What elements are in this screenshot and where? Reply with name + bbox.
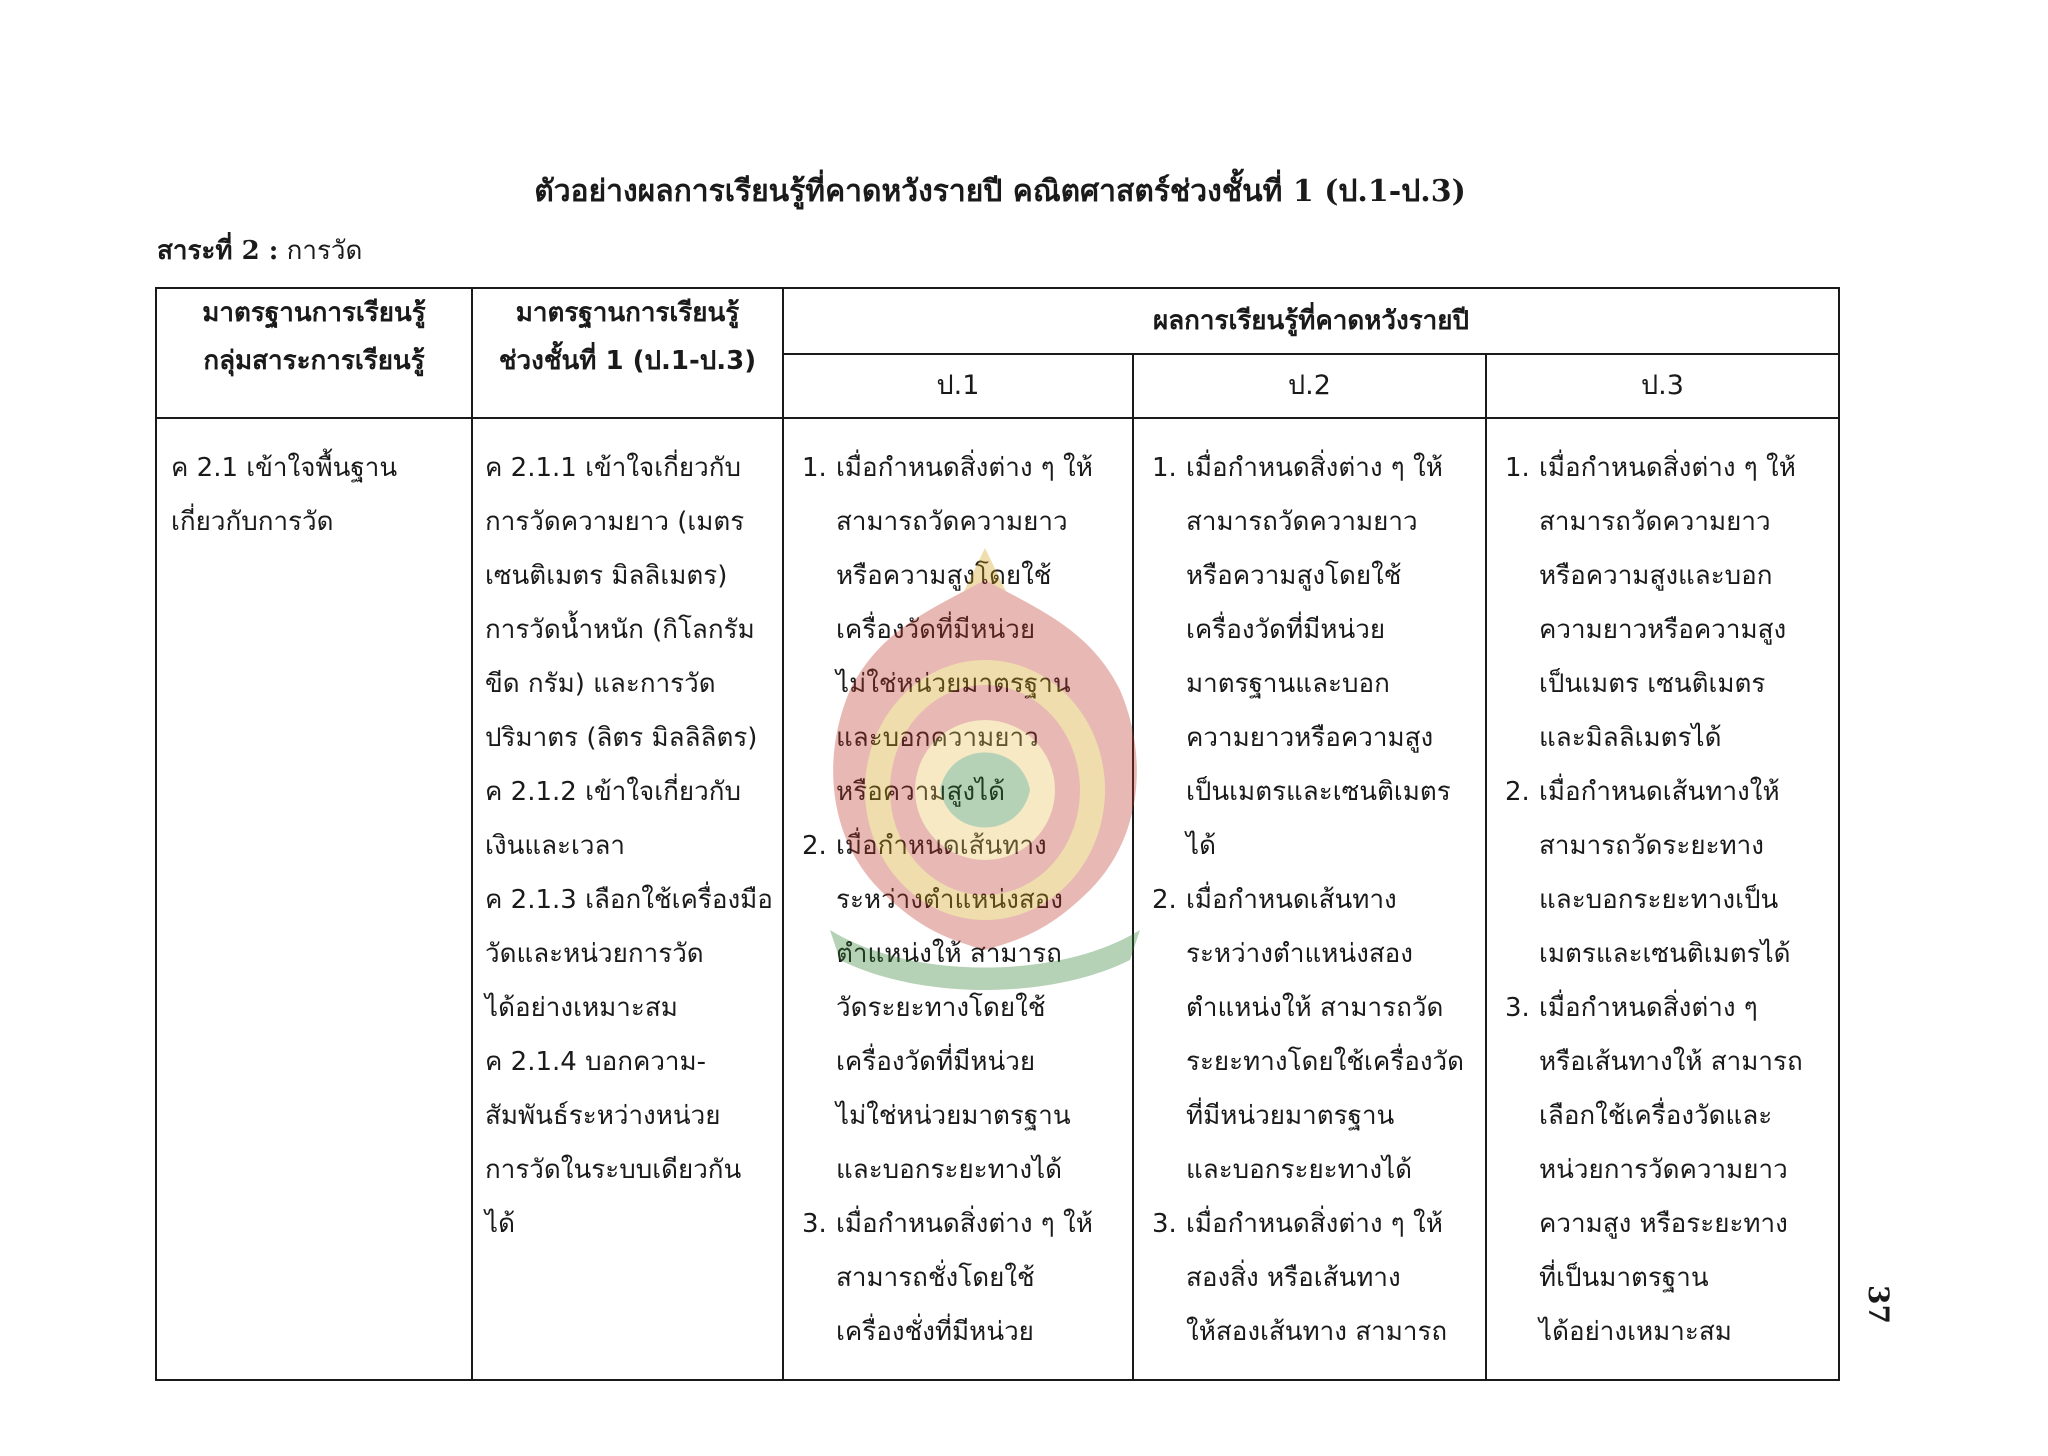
header-col2-line1: มาตรฐานการเรียนรู้ [515, 298, 740, 328]
grade-3-results-list [1487, 419, 1838, 1359]
item-text: เมื่อกำหนดเส้นทาง ระหว่างตำแหน่งสอง ตำแหน่งให้ สามารถ วัดระยะทางโดยใช้ เครื่องวัดที่มีหน่วย ไม่ใช่หน่วยมาตรฐาน และบอกระยะทางได้ [836, 831, 1071, 1185]
item-number: 1. [1152, 453, 1177, 483]
item-text: เมื่อกำหนดสิ่งต่าง ๆ ให้ สามารถชั่งโดยใช้ เครื่องชั่งที่มีหน่วย [836, 1209, 1093, 1347]
expected-results-table [155, 287, 1840, 1381]
item-number: 3. [1505, 993, 1530, 1023]
standard-cell [156, 418, 472, 1380]
header-col1-line2: กลุ่มสาระการเรียนรู้ [203, 346, 425, 376]
item-text: เมื่อกำหนดสิ่งต่าง ๆ ให้ สองสิ่ง หรือเส้นทาง ให้สองเส้นทาง สามารถ [1186, 1209, 1448, 1347]
header-grade-1: ป.1 [783, 354, 1133, 418]
grade-2-results-list [1134, 419, 1485, 1359]
item-number: 3. [1152, 1209, 1177, 1239]
page-title: ตัวอย่างผลการเรียนรู้ที่คาดหวังรายปี คณิตศาสตร์ช่วงชั้นที่ 1 (ป.1-ป.3) [534, 174, 1466, 209]
substandard-2-1-4: ค 2.1.4 บอกความ- สัมพันธ์ระหว่างหน่วย การวัดในระบบเดียวกัน ได้ [485, 1047, 742, 1239]
grade-3-results-cell [1486, 418, 1839, 1380]
grade-1-results-cell [783, 418, 1133, 1380]
item-text: เมื่อกำหนดสิ่งต่าง ๆ ให้ สามารถวัดความยาว หรือความสูงและบอก ความยาวหรือความสูง เป็นเมตร เซนติเมตร และมิลลิเมตรได้ [1539, 453, 1796, 753]
item-text: เมื่อกำหนดสิ่งต่าง ๆ ให้ สามารถวัดความยาว หรือความสูงโดยใช้ เครื่องวัดที่มีหน่วย มาตรฐานและบอก ความยาวหรือความสูง เป็นเมตรและเซนติเมตร ได้ [1186, 453, 1451, 861]
list-item [1505, 441, 1832, 765]
list-item [802, 441, 1126, 819]
list-item [1152, 1197, 1479, 1359]
list-item [802, 1197, 1126, 1359]
substandard-cell [472, 418, 783, 1380]
subject-name: การวัด [278, 236, 363, 266]
list-item [802, 819, 1126, 1197]
grade-2-results-cell [1133, 418, 1486, 1380]
item-number: 2. [1505, 777, 1530, 807]
header-grade-2: ป.2 [1133, 354, 1486, 418]
list-item [1505, 765, 1832, 981]
item-text: เมื่อกำหนดสิ่งต่าง ๆ หรือเส้นทางให้ สามารถ เลือกใช้เครื่องวัดและ หน่วยการวัดความยาว ความสูง หรือระยะทาง ที่เป็นมาตรฐาน ได้อย่างเหมาะสม [1539, 993, 1803, 1347]
header-learning-standard-level [472, 288, 783, 418]
item-number: 2. [802, 831, 827, 861]
subject-label: สาระที่ 2 : [157, 236, 279, 266]
item-text: เมื่อกำหนดสิ่งต่าง ๆ ให้ สามารถวัดความยาว หรือความสูงโดยใช้ เครื่องวัดที่มีหน่วย ไม่ใช่หน่วยมาตรฐาน และบอกความยาว หรือความสูงได้ [836, 453, 1093, 807]
page-number: 37 [1862, 1285, 1895, 1324]
item-number: 1. [1505, 453, 1530, 483]
header-expected-results: ผลการเรียนรู้ที่คาดหวังรายปี [783, 288, 1839, 354]
list-item [1152, 441, 1479, 873]
header-col2-line2: ช่วงชั้นที่ 1 (ป.1-ป.3) [498, 346, 757, 376]
item-number: 2. [1152, 885, 1177, 915]
header-grade-3: ป.3 [1486, 354, 1839, 418]
header-learning-standard-group [156, 288, 472, 418]
item-text: เมื่อกำหนดเส้นทาง ระหว่างตำแหน่งสอง ตำแหน่งให้ สามารถวัด ระยะทางโดยใช้เครื่องวัด ที่มีหน่วยมาตรฐาน และบอกระยะทางได้ [1186, 885, 1465, 1185]
header-col1-line1: มาตรฐานการเรียนรู้ [202, 298, 426, 328]
table-row [156, 418, 1839, 1380]
list-item [1505, 981, 1832, 1359]
item-number: 3. [802, 1209, 827, 1239]
substandard-2-1-1: ค 2.1.1 เข้าใจเกี่ยวกับ การวัดความยาว (เมตร เซนติเมตร มิลลิเมตร) การวัดน้ำหนัก (กิโลกรัม ขีด กรัม) และการวัด ปริมาตร (ลิตร มิลลิลิตร) [485, 453, 758, 753]
subject-heading [157, 230, 362, 271]
item-number: 1. [802, 453, 827, 483]
substandard-2-1-3: ค 2.1.3 เลือกใช้เครื่องมือ วัดและหน่วยการวัด ได้อย่างเหมาะสม [485, 885, 773, 1023]
header-row [156, 288, 1839, 354]
list-item [1152, 873, 1479, 1197]
substandard-2-1-2: ค 2.1.2 เข้าใจเกี่ยวกับ เงินและเวลา [485, 777, 741, 861]
item-text: เมื่อกำหนดเส้นทางให้ สามารถวัดระยะทาง และบอกระยะทางเป็น เมตรและเซนติเมตรได้ [1539, 777, 1791, 969]
standard-text: ค 2.1 เข้าใจพื้นฐาน เกี่ยวกับการวัด [171, 453, 398, 537]
grade-1-results-list [784, 419, 1132, 1359]
